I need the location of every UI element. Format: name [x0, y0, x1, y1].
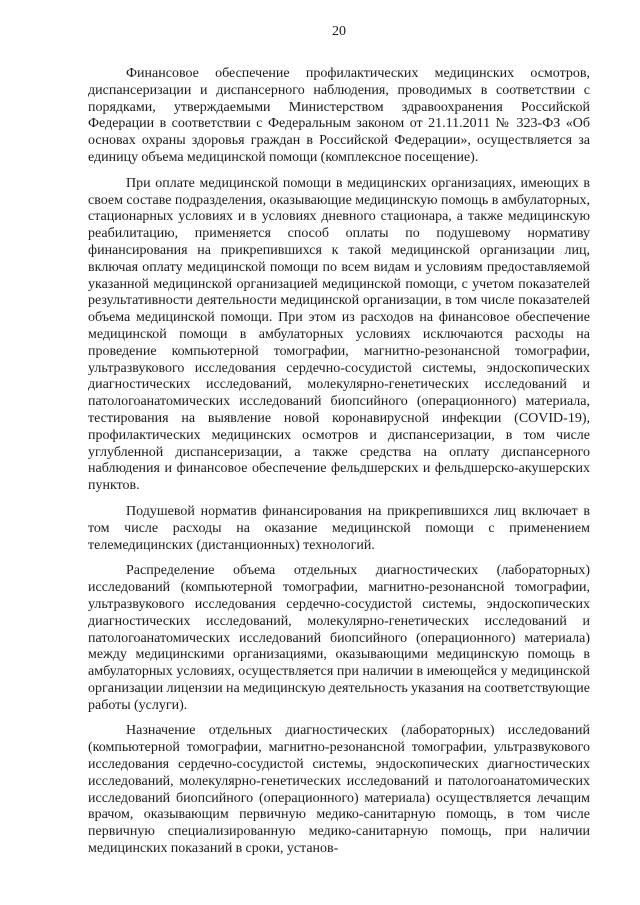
- paragraph-payment-method: При оплате медицинской помощи в медицинских организациях, имеющих в своем составе подразделения, оказывающие медицинскую помощь в амбулаторных, стационарных условиях и в условиях дневного стационара, а также медицинскую реабилитацию, применяется способ оплаты по подушевому нормативу финансирования на прикрепившихся к такой медицинской организации лиц, включая оплату медицинской помощи по всем видам и условиям предоставляемой указанной медицинской организацией медицинской помощи, с учетом показателей результативности деятельности медицинской организации, в том числе показателей объема медицинской помощи. При этом из расходов на финансовое обеспечение медицинской помощи в амбулаторных условиях исключаются расходы на проведение компьютерной томографии, магнитно-резонансной томографии, ультразвукового исследования сердечно-сосудистой системы, эндоскопических диагностических исследований, молекулярно-генетических исследований и патологоанатомических исследований биопсийного (операционного) материала, тестирования на выявление новой коронавирусной инфекции (COVID-19), профилактических медицинских осмотров и диспансеризации, в том числе углубленной диспансеризации, а также средства на оплату диспансерного наблюдения и финансовое обеспечение фельдшерских и фельдшерско-акушерских пунктов.: [88, 175, 590, 494]
- document-page: [88, 22, 590, 867]
- paragraph-per-capita-standard: Подушевой норматив финансирования на прикрепившихся лиц включает в том числе расходы на оказание медицинской помощи с применением телемедицинских (дистанционных) технологий.: [88, 503, 590, 553]
- paragraph-appointment-studies: Назначение отдельных диагностических (лабораторных) исследований (компьютерной томографии, магнитно-резонансной томографии, ультразвукового исследования сердечно-сосудистой системы, эндоскопических диагностических исследований, молекулярно-генетических исследований и патологоанатомических исследований биопсийного (операционного) материала) осуществляется лечащим врачом, оказывающим первичную медико-санитарную помощь, в том числе первичную специализированную медико-санитарную помощь, при наличии медицинских показаний в сроки, установ-: [88, 723, 590, 857]
- paragraph-distribution-volume: Распределение объема отдельных диагностических (лабораторных) исследований (компьютерной томографии, магнитно-резонансной томографии, ультразвукового исследования сердечно-сосудистой системы, эндоскопических диагностических исследований, молекулярно-генетических исследований и патологоанатомических исследований биопсийного (операционного) материала) между медицинскими организациями, оказывающими медицинскую помощь в амбулаторных условиях, осуществляется при наличии в имеющейся у медицинской организации лицензии на медицинскую деятельность указания на соответствующие работы (услуги).: [88, 563, 590, 713]
- paragraph-financing-exams: Финансовое обеспечение профилактических медицинских осмотров, диспансеризации и диспансерного наблюдения, проводимых в соответствии с порядками, утверждаемыми Министерством здравоохранения Российской Федерации в соответствии с Федеральным законом от 21.11.2011 № 323-ФЗ «Об основах охраны здоровья граждан в Российской Федерации», осуществляется за единицу объема медицинской помощи (комплексное посещение).: [88, 66, 590, 165]
- page-number: 20: [332, 24, 346, 39]
